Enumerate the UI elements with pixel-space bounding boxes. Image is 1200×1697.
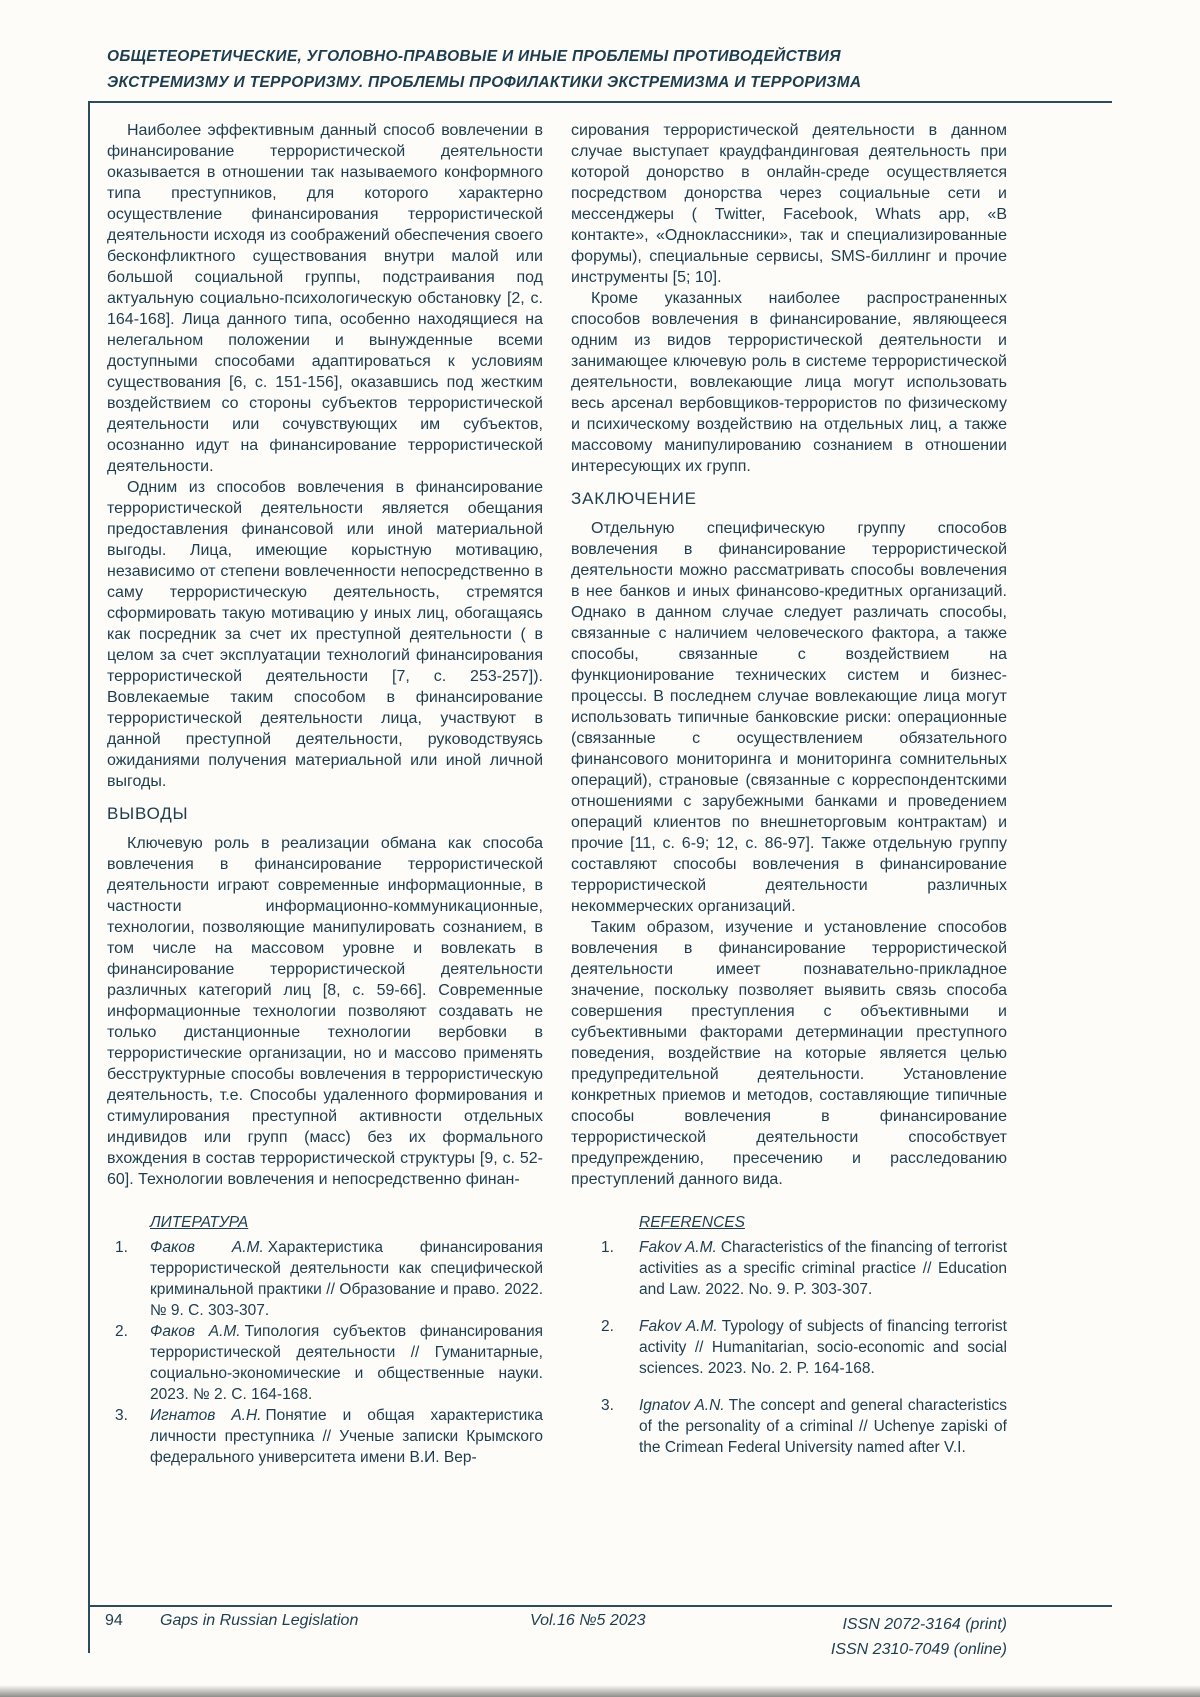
references-title: REFERENCES	[639, 1214, 745, 1231]
paragraph: Наиболее эффективным данный способ вовлечении в финансирование террористической деятельности оказывается в отношении так называемого конформного типа преступников, для которого характерно осуществление финансирования террористической деятельности исходя из соображений обеспечения своего бесконфликтного существования внутри малой или большой социальной группы, подстраивания под актуальную социально-психологическую обстановку [2, с. 164-168]. Лица данного типа, особенно находящиеся на нелегальном положении и вынужденные всеми доступными способами адаптироваться к условиям существования [6, с. 151-156], оказавшись под жестким воздействием со стороны субъектов террористической деятельности или сочувствующих им субъектов, осознанно идут на финансирование террористической деятельности.	[107, 122, 543, 475]
volume-issue: Vol.16 №5 2023	[530, 1612, 646, 1629]
footer-rule	[88, 1605, 1112, 1607]
literature-section	[107, 1214, 543, 1468]
ref-number: 3.	[115, 1407, 128, 1424]
running-head-line2: ЭКСТРЕМИЗМУ И ТЕРРОРИЗМУ. ПРОБЛЕМЫ ПРОФИЛАКТИКИ ЭКСТРЕМИЗМА И ТЕРРОРИЗМА	[107, 74, 862, 91]
ref-author: Fakov A.M.	[639, 1239, 717, 1256]
ref-body: The concept and general characteristics of the personality of a criminal // Uchenye zapiski of the Crimean Federal University named after V.I.	[639, 1397, 1007, 1456]
list-item	[601, 1316, 1007, 1379]
list-item	[115, 1237, 543, 1321]
running-head	[107, 44, 1107, 96]
ref-body: Типология субъектов финансирования террористической деятельности // Гуманитарные, социально-экономические и общественные науки. 2023. № 2. С. 164-168.	[150, 1323, 543, 1403]
paragraph: Ключевую роль в реализации обмана как способа вовлечения в финансирование террористической деятельности играют современные информационные, в частности информационно-коммуникационные, технологии, позволяющие манипулировать сознанием, в том числе на массовом уровне и вовлекать в финансирование террористической деятельности различных категорий лиц [8, с. 59-66]. Современные информационные технологии позволяют создавать не только дистанционные технологии вербовки в террористические организации, но и массово применять бесструктурные способы вовлечения в террористическую деятельность, т.е. Способы удаленного формирования и стимулирования преступной активности отдельных индивидов или групп (масс) без их формального вхождения в состав террористической структуры [9, с. 52-60]. Технологии вовлечения и непосредственно финан-	[107, 835, 543, 1188]
literature-title: ЛИТЕРАТУРА	[150, 1214, 249, 1231]
running-head-line1: ОБЩЕТЕОРЕТИЧЕСКИЕ, УГОЛОВНО-ПРАВОВЫЕ И ИНЫЕ ПРОБЛЕМЫ ПРОТИВОДЕЙСТВИЯ	[107, 48, 841, 65]
paragraph: Одним из способов вовлечения в финансирование террористической деятельности является обещания предоставления финансовой или иной материальной выгоды. Лица, имеющие корыстную мотивацию, независимо от степени вовлеченности непосредственно в саму террористическую деятельность, стремятся сформировать такую мотивацию у иных лиц, обогащаясь как посредник за счет их преступной деятельности ( в целом за счет эксплуатации технологий финансирования террористической деятельности [7, с. 253-257]). Вовлекаемые таким способом в финансирование террористической деятельности лица, участвуют в данной преступной деятельности, руководствуясь ожиданиями получения материальной или иной личной выгоды.	[107, 479, 543, 790]
ref-text	[150, 1237, 543, 1321]
section-heading-conclusions-ru: ВЫВОДЫ	[107, 804, 189, 823]
ref-number: 2.	[115, 1323, 128, 1340]
ref-body: Typology of subjects of financing terrorist activity // Humanitarian, socio-economic and social sciences. 2023. No. 2. P. 164-168.	[639, 1318, 1007, 1377]
list-item	[115, 1321, 543, 1405]
ref-number: 3.	[601, 1397, 614, 1414]
header-rule	[88, 101, 1112, 103]
ref-body: Characteristics of the financing of terrorist activities as a specific criminal practice // Education and Law. 2022. No. 9. P. 303-307.	[639, 1239, 1007, 1298]
paragraph: Кроме указанных наиболее распространенных способов вовлечения в финансирование, являющееся одним из видов террористической деятельности и занимающее ключевую роль в системе террористической деятельности, вовлекающие лица могут использовать весь арсенал вербовщиков-террористов по физическому и психическому воздействию на отдельных лиц, а также массовому манипулированию сознанием в отношении интересующих их групп.	[571, 290, 1007, 475]
issn-block	[831, 1612, 1007, 1662]
left-column	[107, 120, 543, 1474]
journal-title: Gaps in Russian Legislation	[160, 1612, 359, 1629]
ref-author: Игнатов А.Н.	[150, 1407, 262, 1424]
right-column	[571, 120, 1007, 1474]
two-column-body	[107, 120, 1007, 1474]
ref-text	[639, 1395, 1007, 1458]
paragraph: сирования террористической деятельности в данном случае выступает краудфандинговая деятельность при которой донорство в онлайн-среде осуществляется посредством донорства через социальные сети и мессенджеры ( Twitter, Facebook, Whats app, «В контакте», «Одноклассники», так и специализированные форумы), специальные сервисы, SMS-биллинг и прочие инструменты [5; 10].	[571, 122, 1007, 286]
page-number: 94	[105, 1612, 123, 1629]
left-margin-rule	[88, 101, 90, 1653]
references-section	[571, 1214, 1007, 1458]
issn-online: ISSN 2310-7049 (online)	[830, 1641, 1007, 1658]
ref-number: 2.	[601, 1318, 614, 1335]
ref-text	[150, 1405, 543, 1468]
section-heading-conclusion: ЗАКЛЮЧЕНИЕ	[571, 489, 697, 508]
paragraph: Отдельную специфическую группу способов вовлечения в финансирование террористической деятельности можно рассматривать способы вовлечения в нее банков и иных финансово-кредитных организаций. Однако в данном случае следует различать способы, связанные с наличием человеческого фактора, а также способы, связанные с воздействием на функционирование технических систем и бизнес-процессы. В последнем случае вовлекающие лица могут использовать типичные банковские риски: операционные (связанные с осуществлением обязательного финансового мониторинга и мониторинга сомнительных операций), страновые (связанные с корреспондентскими отношениями с зарубежными банками и проведением операций клиентов по внешнеторговым контрактам) и прочие [11, с. 6-9; 12, с. 86-97]. Также отдельную группу составляют способы вовлечения в финансирование террористической деятельности различных некоммерческих организаций.	[571, 520, 1007, 915]
ref-author: Факов А.М.	[150, 1239, 264, 1256]
ref-text	[639, 1237, 1007, 1300]
ref-author: Ignatov A.N.	[639, 1397, 725, 1414]
list-item	[601, 1237, 1007, 1300]
issn-print: ISSN 2072-3164 (print)	[842, 1616, 1007, 1633]
ref-author: Факов А.М.	[150, 1323, 241, 1340]
ref-body: Понятие и общая характеристика личности преступника // Ученые записки Крымского федерального университета имени В.И. Вер-	[150, 1407, 543, 1466]
ref-number: 1.	[115, 1239, 128, 1256]
paragraph: Таким образом, изучение и установление способов вовлечения в финансирование террористической деятельности имеет познавательно-прикладное значение, поскольку позволяет выявить связь способа совершения преступления с объективными и субъективными факторами детерминации преступного поведения, воздействие на которые является целью предупредительной деятельности. Установление конкретных приемов и методов, составляющие типичные способы вовлечения в финансирование террористической деятельности способствует предупреждению, пресечению и расследованию преступлений данного вида.	[571, 919, 1007, 1188]
list-item	[601, 1395, 1007, 1458]
ref-text	[639, 1316, 1007, 1379]
ref-text	[150, 1321, 543, 1405]
list-item	[115, 1405, 543, 1468]
ref-number: 1.	[601, 1239, 614, 1256]
ref-author: Fakov A.M.	[639, 1318, 718, 1335]
scan-edge	[0, 1685, 1200, 1697]
ref-body: Характеристика финансирования террористической деятельности как специфической криминальной практики // Образование и право. 2022. № 9. С. 303-307.	[150, 1239, 543, 1319]
